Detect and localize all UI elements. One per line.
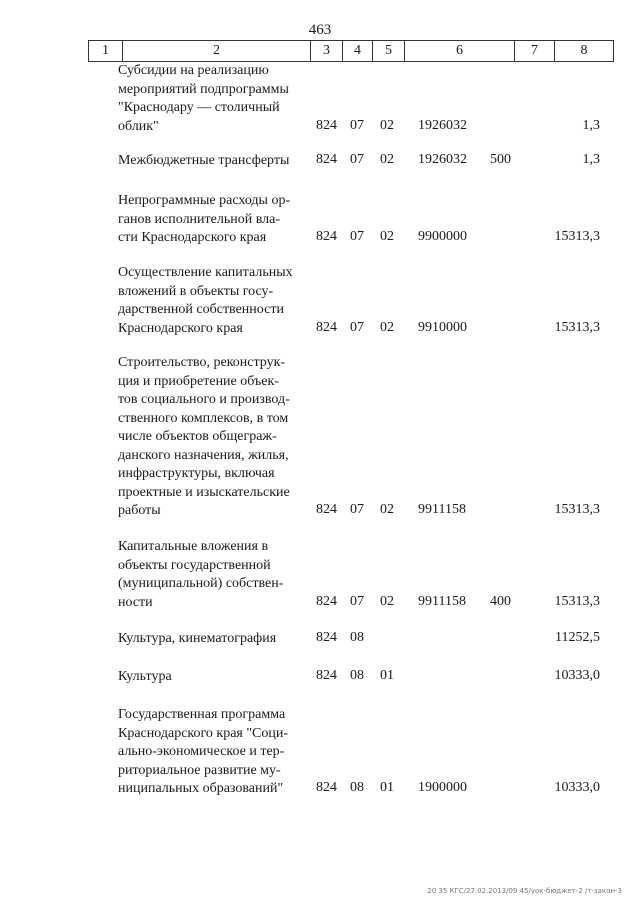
row-name-line: числе объектов общеграж- xyxy=(118,429,277,444)
cell-c5: 01 xyxy=(380,780,394,795)
cell-c7: 500 xyxy=(490,152,511,167)
cell-c4: 07 xyxy=(350,502,364,517)
cell-c4: 08 xyxy=(350,780,364,795)
row-name-line: Краснодарского края "Соци- xyxy=(118,725,289,741)
cell-c5: 02 xyxy=(380,593,394,609)
cell-c8: 15313,3 xyxy=(554,593,600,609)
cell-c3: 824 xyxy=(316,502,337,517)
cell-c6: 9910000 xyxy=(418,319,467,335)
cell-c6: 9911158 xyxy=(418,593,466,609)
cell-c3: 824 xyxy=(316,780,337,795)
cell-c5: 02 xyxy=(380,152,394,167)
row-name-line: ственного комплексов, в том xyxy=(118,410,289,426)
row-name-line: объекты государственной xyxy=(118,557,271,573)
row-name-line: данского назначения, жилья, xyxy=(118,447,289,463)
cell-c4: 08 xyxy=(350,630,364,645)
cell-c5: 02 xyxy=(380,319,394,335)
row-name-line: Капитальные вложения в xyxy=(118,539,269,554)
row-name-line: облик" xyxy=(118,118,159,134)
row-name-line: дарственной собственности xyxy=(118,302,284,317)
cell-c3: 824 xyxy=(316,668,337,683)
cell-c4: 07 xyxy=(350,229,364,244)
row-name-line: Непрограммные расходы ор- xyxy=(118,193,291,208)
cell-c4: 07 xyxy=(350,117,364,133)
row-name-line: проектные и изыскательские xyxy=(118,484,290,500)
cell-c4: 07 xyxy=(350,152,364,167)
cell-c5: 02 xyxy=(380,117,394,133)
header-cell: 2 xyxy=(123,41,311,61)
cell-c5: 02 xyxy=(380,502,394,517)
header-cell: 5 xyxy=(373,41,405,61)
row-name xyxy=(118,668,306,687)
cell-c4: 07 xyxy=(350,319,364,335)
row-name-line: мероприятий подпрограммы xyxy=(118,81,289,97)
cell-c6: 1900000 xyxy=(418,780,467,795)
row-name-line: ности xyxy=(118,594,153,610)
row-name-line: вложений в объекты госу- xyxy=(118,283,274,299)
cell-c3: 824 xyxy=(316,593,337,609)
header-cell: 3 xyxy=(311,41,343,61)
cell-c8: 15313,3 xyxy=(554,502,600,517)
cell-c6: 1926032 xyxy=(418,117,467,133)
cell-c7: 400 xyxy=(490,593,511,609)
cell-c3: 824 xyxy=(316,152,337,167)
cell-c3: 824 xyxy=(316,630,337,645)
row-name-line: Межбюджетные трансферты xyxy=(118,153,290,168)
header-cell: 4 xyxy=(343,41,373,61)
row-name-line: Осуществление капитальных xyxy=(118,265,293,280)
cell-c8: 1,3 xyxy=(582,152,600,167)
row-name xyxy=(118,630,306,649)
row-name xyxy=(118,62,306,136)
cell-c6: 9900000 xyxy=(418,229,467,244)
row-name-line: (муниципальной) собствен- xyxy=(118,576,284,591)
cell-c8: 10333,0 xyxy=(554,668,600,683)
cell-c6: 9911158 xyxy=(418,502,466,517)
row-name-line: инфраструктуры, включая xyxy=(118,466,275,481)
row-name xyxy=(118,152,306,171)
document-footer: 20 35 КГС/27.02.2013/09 45/уок-бюджет-2 /т-закон-3 xyxy=(427,887,622,895)
row-name-line: сти Краснодарского края xyxy=(118,230,267,245)
row-name-line: работы xyxy=(118,503,161,518)
row-name-line: ганов исполнительной вла- xyxy=(118,211,281,227)
cell-c5: 01 xyxy=(380,668,394,683)
header-cell: 1 xyxy=(89,41,123,61)
row-name-line: "Краснодару — столичный xyxy=(118,100,280,115)
cell-c3: 824 xyxy=(316,229,337,244)
row-name xyxy=(118,192,306,248)
row-name-line: Субсидии на реализацию xyxy=(118,63,269,78)
cell-c8: 15313,3 xyxy=(554,319,600,335)
cell-c6: 1926032 xyxy=(418,152,467,167)
row-name-line: Государственная программа xyxy=(118,707,286,722)
cell-c4: 07 xyxy=(350,593,364,609)
header-cell: 6 xyxy=(405,41,515,61)
cell-c8: 1,3 xyxy=(582,117,600,133)
row-name-line: Культура, кинематография xyxy=(118,631,277,646)
row-name-line: Краснодарского края xyxy=(118,320,243,336)
row-name-line: ция и приобретение объек- xyxy=(118,373,279,389)
page-number: 463 xyxy=(308,22,332,38)
header-cell: 8 xyxy=(580,43,588,58)
row-name xyxy=(118,354,306,521)
row-name xyxy=(118,706,306,799)
row-name xyxy=(118,264,306,338)
row-name-line: тов социального и производ- xyxy=(118,392,290,407)
cell-c5: 02 xyxy=(380,229,394,244)
row-name-line: ниципальных образований" xyxy=(118,781,284,796)
row-name-line: Строительство, реконструк- xyxy=(118,355,286,370)
header-cell: 7 xyxy=(515,41,555,61)
row-name-line: ально-экономическое и тер- xyxy=(118,744,285,759)
cell-c8: 11252,5 xyxy=(555,630,600,645)
cell-c4: 08 xyxy=(350,668,364,683)
row-name xyxy=(118,538,306,612)
cell-c8: 15313,3 xyxy=(554,229,600,244)
table-header xyxy=(88,40,614,62)
row-name-line: риториальное развитие му- xyxy=(118,762,281,778)
cell-c3: 824 xyxy=(316,117,337,133)
cell-c8: 10333,0 xyxy=(554,780,600,795)
row-name-line: Культура xyxy=(118,669,172,684)
cell-c3: 824 xyxy=(316,319,337,335)
